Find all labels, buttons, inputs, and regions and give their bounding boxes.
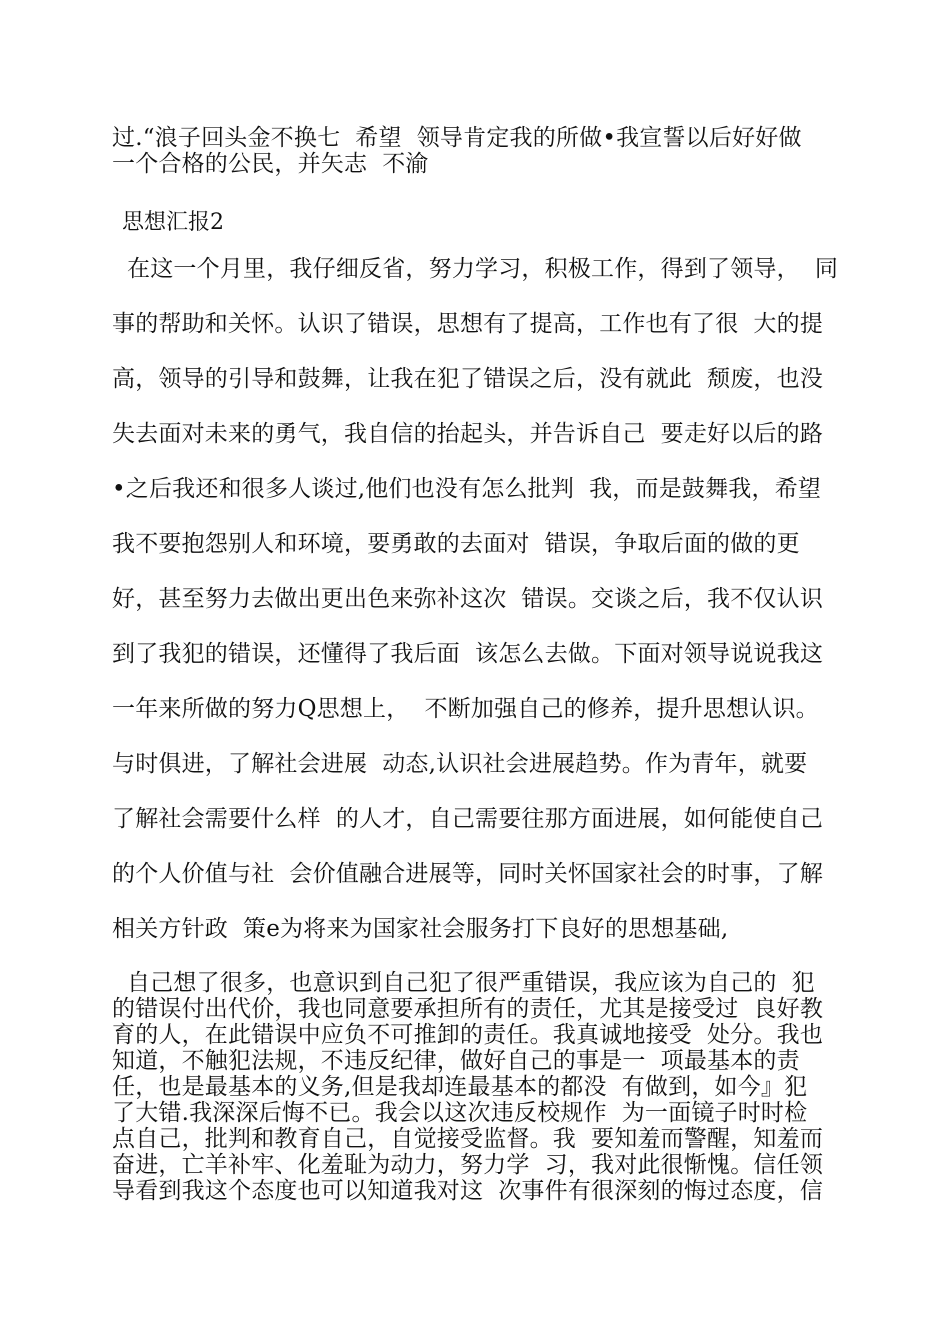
text-line: 事的帮助和关怀。认识了错误，思想有了提高，工作也有了很 大的提	[112, 311, 824, 337]
text-line: 的错误付出代价，我也同意要承担所有的责任，尤其是接受过 良好教	[112, 996, 824, 1022]
text-line: 过.“浪子回头金不换七 希望 领导肯定我的所做•我宣誓以后好好做	[112, 125, 802, 151]
text-line: 任，也是最基本的义务,但是我却连最基本的都没 有做到，如今』犯	[112, 1074, 808, 1100]
text-line: 相关方针政 策e为将来为国家社会服务打下良好的思想基础,	[112, 916, 729, 942]
text-line: 在这一个月里，我仔细反省，努力学习，积极工作，得到了领导， 同	[112, 256, 839, 282]
text-line: 失去面对未来的勇气，我自信的抬起头，并告诉自己 要走好以后的路	[112, 421, 824, 447]
text-line: 知道，不触犯法规，不违反纪律，做好自己的事是一 项最基本的责	[112, 1048, 800, 1074]
text-line: 与时俱进，了解社会进展 动态,认识社会进展趋势。作为青年，就要	[112, 751, 808, 777]
text-line: 好，甚至努力去做出更出色来弥补这次 错误。交谈之后，我不仅认识	[112, 586, 824, 612]
text-line: 点自己，批判和教育自己，自觉接受监督。我 要知羞而警醒，知羞而	[112, 1126, 824, 1152]
text-line: 一年来所做的努力Q思想上， 不断加强自己的修养，提升思想认识。	[112, 696, 819, 722]
text-line: 了解社会需要什么样 的人才，自己需要往那方面进展，如何能使自己	[112, 806, 824, 832]
text-line: 自己想了很多，也意识到自己犯了很严重错误，我应该为自己的 犯	[112, 970, 815, 996]
text-line: 育的人，在此错误中应负不可推卸的责任。我真诚地接受 处分。我也	[112, 1022, 824, 1048]
text-line: 我不要抱怨别人和环境，要勇敢的去面对 错误，争取后面的做的更	[112, 531, 800, 557]
text-line: 到了我犯的错误，还懂得了我后面 该怎么去做。下面对领导说说我这	[112, 641, 824, 667]
text-line: 的个人价值与社 会价值融合进展等，同时关怀国家社会的时事，了解	[112, 861, 824, 887]
text-line: 高，领导的引导和鼓舞，让我在犯了错误之后，没有就此 颓废，也没	[112, 366, 824, 392]
section-heading: 思想汇报2	[122, 210, 224, 235]
text-line: •之后我还和很多人谈过,他们也没有怎么批判 我，而是鼓舞我，希望	[112, 476, 822, 502]
text-line: 奋进，亡羊补牢、化羞耻为动力，努力学 习，我对此很惭愧。信任领	[112, 1152, 824, 1178]
text-line: 导看到我这个态度也可以知道我对这 次事件有很深刻的悔过态度，信	[112, 1178, 824, 1204]
text-line: 了大错.我深深后悔不已。我会以这次违反校规作 为一面镜子时时检	[112, 1100, 808, 1126]
text-line: 一个合格的公民，并矢志 不渝	[112, 151, 429, 177]
